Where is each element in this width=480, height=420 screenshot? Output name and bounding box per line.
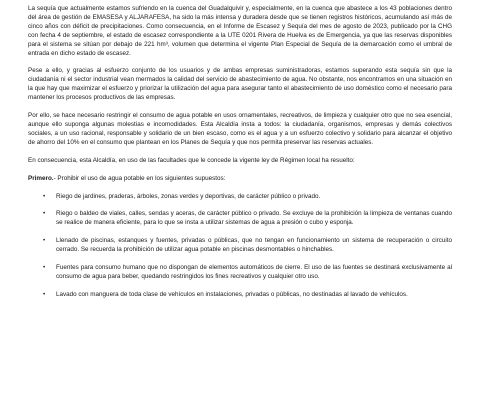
bullet-icon: • xyxy=(43,290,46,298)
primero-label: Primero. xyxy=(28,174,54,182)
list-item xyxy=(28,291,452,300)
paragraph-joint-effort: Pese a ello, y gracias al esfuerzo conjunto de los usuarios y de ambas empresas suministradoras, estamos superando esta sequía sin que la ciudadanía ni el sector industrial vean mermados la calidad del servicio de abastecimiento de agua. No obstante, nos encontramos en una situación en la que hay que maximizar el esfuerzo y priorizar la utilización del agua para asegurar tanto el abastecimiento de uso doméstico como el necesario para mantener los procesos productivos de las empresas. xyxy=(28,67,452,102)
list-item xyxy=(28,264,452,282)
list-item xyxy=(28,237,452,255)
primero-heading xyxy=(28,175,452,184)
bullet-icon: • xyxy=(43,237,46,245)
paragraph-restriction-need: Por ello, se hace necesario restringir el consumo de agua potable en usos ornamentales, recreativos, de limpieza y cualquier otro que no sea esencial, aunque ello suponga algunas molestias e incomodidades. Esta Alcaldía insta a todos: la ciudadanía, organismos, empresas y demás colectivos sociales, a un uso racional, responsable y solidario de un bien escaso, como es el agua y a un esfuerzo colectivo y solidario para alcanzar el objetivo de ahorro del 10% en el consumo que plantean en los Planes de Sequía y que nos permita preservar las reservas actuales. xyxy=(28,112,452,146)
list-item-text: Llenado de piscinas, estanques y fuentes, privadas o públicas, que no tengan en funcionamiento un sistema de recuperación o circuito cerrado. Se recuerda la prohibición de utilizar agua potable en piscinas desmontables o hinchables. xyxy=(56,237,452,254)
bullet-icon: • xyxy=(43,192,46,200)
list-item-text: Lavado con manguera de toda clase de vehículos en instalaciones, privadas o públicas, no destinadas al lavado de vehículos. xyxy=(56,290,408,298)
bullet-icon: • xyxy=(43,264,46,272)
list-item-text: Riego de jardines, praderas, árboles, zonas verdes y deportivas, de carácter público o privado. xyxy=(56,192,321,200)
paragraph-resolution: En consecuencia, esta Alcaldía, en uso de las facultades que le concede la vigente ley de Régimen local ha resuelto: xyxy=(28,156,355,164)
list-item-text: Fuentes para consumo humano que no dispongan de elementos automáticos de cierre. El uso de las fuentes se destinará exclusivamente al consumo de agua para beber, quedando restringidos los fines recreativos y cualquier otro uso. xyxy=(56,264,452,280)
paragraph-drought-context: La sequía que actualmente estamos sufriendo en la cuenca del Guadalquivir y, especialmente, en la cuenca que abastece a los 43 poblaciones dentro del área de gestión de EMASESA y ALJARAFESA, ha sido la más intensa y duradera desde que se tienen registros históricos, acumulando así más de cinco años con déficit de precipitaciones. Como consecuencia, en el Informe de Escasez y Sequía del mes de agosto de 2023, publicado por la CHG con fecha 4 de septiembre, el estado de escasez correspondiente a la UTE 0201 Rivera de Huelva es de Emergencia, ya que las reservas disponibles para el sistema se sitúan por debajo de 221 hm³, volumen que determina el vigente Plan Especial de Sequía de la demarcación como el umbral de entrada en dicho estado de escasez. xyxy=(28,5,452,57)
primero-text: - Prohibir el uso de agua potable en los siguientes supuestos: xyxy=(53,174,226,182)
list-item xyxy=(28,210,452,228)
list-item-text: Riego o baldeo de viales, calles, sendas y aceras, de carácter público o privado. Se excluye de la prohibición la limpieza de ventanas cuando se realice de manera eficiente, para lo que se insta a utilizar sistemas de agua a presión o cubo y esponja. xyxy=(56,210,452,227)
bullet-icon: • xyxy=(43,210,46,218)
list-item xyxy=(28,193,452,202)
